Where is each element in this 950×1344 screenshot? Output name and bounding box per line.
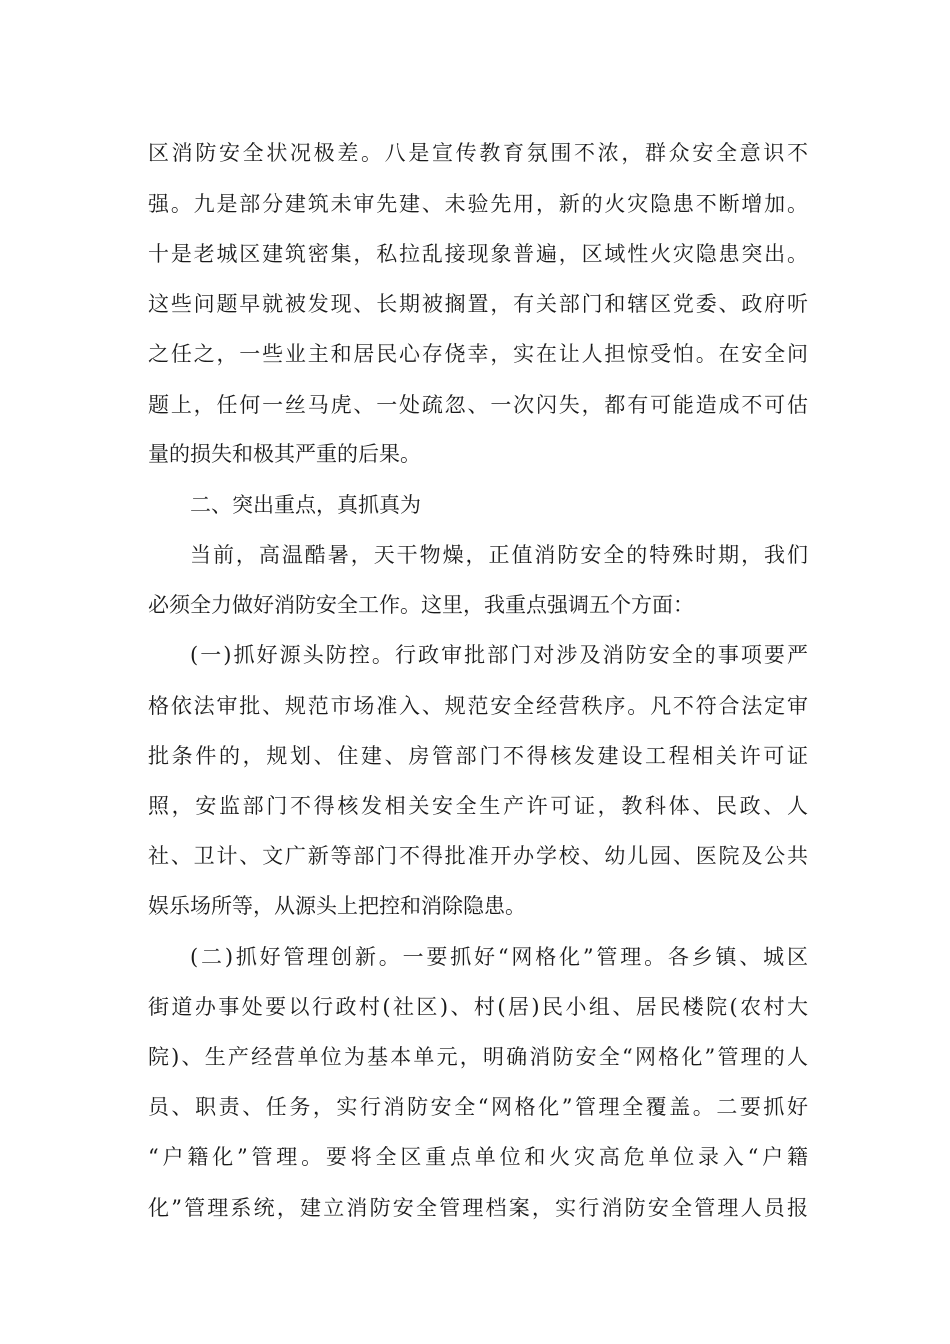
text-line: 员、职责、任务，实行消防安全“网格化”管理全覆盖。二要抓好 [148,1095,808,1119]
text-line: 化”管理系统，建立消防安全管理档案，实行消防安全管理人员报 [148,1196,808,1220]
text-line: 区消防安全状况极差。八是宣传教育氛围不浓，群众安全意识不 [148,141,808,165]
text-line: 批条件的，规划、住建、房管部门不得核发建设工程相关许可证 [148,744,808,768]
text-line: 量的损失和极其严重的后果。 [148,442,421,466]
text-line: 娱乐场所等，从源头上把控和消除隐患。 [148,894,526,918]
text-line: 这些问题早就被发现、长期被搁置，有关部门和辖区党委、政府听 [148,292,808,316]
text-line: 社、卫计、文广新等部门不得批准开办学校、幼儿园、医院及公共 [148,844,808,868]
text-line: 必须全力做好消防安全工作。这里，我重点强调五个方面： [148,593,694,617]
text-line: 街道办事处要以行政村(社区)、村(居)民小组、居民楼院(农村大 [148,995,808,1019]
text-line: 格依法审批、规范市场准入、规范安全经营秩序。凡不符合法定审 [148,694,808,718]
text-line: 之任之，一些业主和居民心存侥幸，实在让人担惊受怕。在安全问 [148,342,808,366]
text-line: 十是老城区建筑密集，私拉乱接现象普遍，区域性火灾隐患突出。 [148,242,808,266]
paragraph-first-line: 当前，高温酷暑，天干物燥，正值消防安全的特殊时期，我们 [190,543,808,567]
text-line: 照，安监部门不得核发相关安全生产许可证，教科体、民政、人 [148,794,808,818]
text-line: 院)、生产经营单位为基本单元，明确消防安全“网格化”管理的人 [148,1045,808,1069]
section-heading: 二、突出重点，真抓真为 [190,493,421,517]
text-line: “户籍化”管理。要将全区重点单位和火灾高危单位录入“户籍 [148,1145,808,1169]
text-line: 题上，任何一丝马虎、一处疏忽、一次闪失，都有可能造成不可估 [148,393,808,417]
paragraph-first-line: (二)抓好管理创新。一要抓好“网格化”管理。各乡镇、城区 [190,945,808,969]
text-line: 强。九是部分建筑未审先建、未验先用，新的火灾隐患不断增加。 [148,192,808,216]
paragraph-first-line: (一)抓好源头防控。行政审批部门对涉及消防安全的事项要严 [190,643,808,667]
